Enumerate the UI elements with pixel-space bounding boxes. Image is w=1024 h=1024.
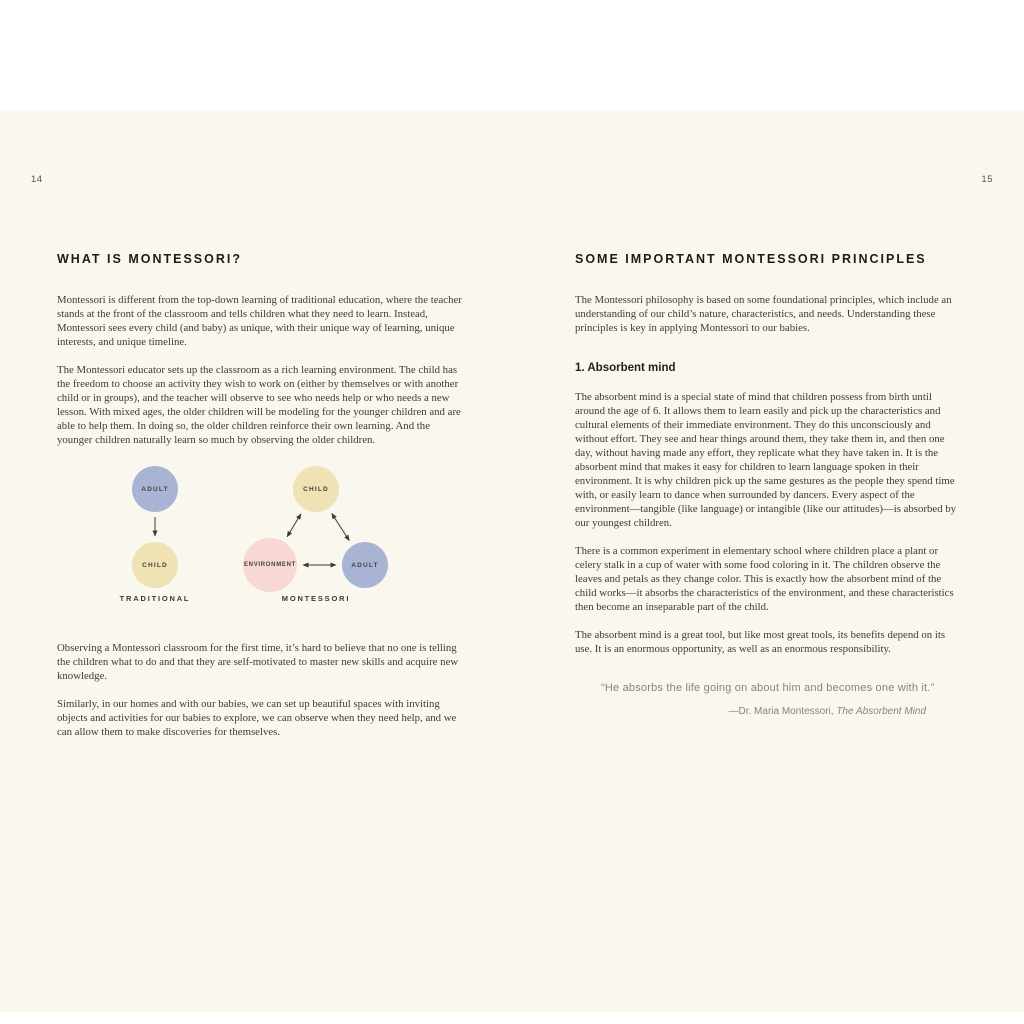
quote-attribution-name: —Dr. Maria Montessori, bbox=[728, 706, 837, 717]
body-paragraph: The absorbent mind is a special state of mind that children possess from birth until around the age of 6. It allows them to learn easily and pick up the characteristics and cultural elements of their immediate environment. They do this unconsciously and without effort. They see and hear things around them, they take them in, and then one day, without having made any effort, they replicate what they have taken in. It is the absorbent mind that makes it easy for children to learn language spoken in their environment. It is why children pick up the same gestures as the people they spend time with, or easily learn to dance when surrounded by dancers. Every aspect of the environment—tangible (like language) or intangible (like our attitudes)—is absorbed by our youngest children. bbox=[575, 391, 957, 529]
quote-attribution-title: The Absorbent Mind bbox=[836, 706, 926, 717]
body-paragraph: The Montessori educator sets up the classroom as a rich learning environment. The child has the freedom to choose an activity they wish to work on (either by themselves or with another child or in groups), and the teacher will observe to see who needs help or who needs a new lesson. With mixed ages, the older children will be modeling for the younger children and are able to help them. In doing so, the older children reinforce their own learning. And the younger children naturally learn so much by observing the older children. bbox=[57, 364, 461, 446]
comparison-diagram bbox=[57, 461, 468, 619]
subsection-heading: 1. Absorbent mind bbox=[575, 362, 676, 374]
environment-circle: ENVIRONMENT bbox=[243, 538, 297, 592]
quote-attribution bbox=[601, 706, 964, 717]
page-left bbox=[57, 252, 468, 753]
body-paragraph: There is a common experiment in elementary school where children place a plant or celery stalk in a cup of water with some food coloring in it. The children observe the leaves and petals as they change color. This is exactly how the absorbent mind of the child works—it absorbs the characteristics of the environment, and these characteristics then become an inseparable part of the child. bbox=[575, 545, 954, 613]
body-paragraph: Similarly, in our homes and with our babies, we can set up beautiful spaces with inviting objects and activities for our babies to explore, we can observe when they need help, and we can allow them to make discoveries for themselves. bbox=[57, 698, 457, 738]
page-number-right: 15 bbox=[981, 174, 993, 185]
adult-circle: ADULT bbox=[342, 542, 388, 588]
page-spread bbox=[0, 110, 1024, 1012]
right-page-heading: SOME IMPORTANT MONTESSORI PRINCIPLES bbox=[575, 252, 927, 266]
child-circle: CHILD bbox=[293, 466, 339, 512]
child-circle: CHILD bbox=[132, 542, 178, 588]
adult-circle: ADULT bbox=[132, 466, 178, 512]
body-paragraph: The absorbent mind is a great tool, but like most great tools, its benefits depend on its use. It is an enormous opportunity, as well as an enormous responsibility. bbox=[575, 629, 946, 655]
diagram-caption-montessori: MONTESSORI bbox=[281, 594, 351, 603]
quote-text: “He absorbs the life going on about him and becomes one with it.” bbox=[601, 682, 935, 694]
body-paragraph: Montessori is different from the top-down learning of traditional education, where the teacher stands at the front of the classroom and tells children what they need to learn. Instead, Montessori sees every child (and baby) as unique, with their unique way of learning, unique interests, and unique timeline. bbox=[57, 294, 462, 348]
left-page-heading: WHAT IS MONTESSORI? bbox=[57, 252, 242, 266]
body-paragraph: Observing a Montessori classroom for the first time, it’s hard to believe that no one is telling the children what to do and that they are self-motivated to master new skills and acquire new knowledge. bbox=[57, 642, 459, 682]
body-paragraph: The Montessori philosophy is based on some foundational principles, which include an understanding of our child’s nature, characteristics, and needs. Understanding these principles is key in applying Montessori to our babies. bbox=[575, 294, 952, 334]
diagram-caption-traditional: TRADITIONAL bbox=[119, 594, 191, 603]
page-right bbox=[575, 252, 964, 717]
page-number-left: 14 bbox=[31, 174, 43, 185]
pull-quote bbox=[575, 682, 964, 717]
